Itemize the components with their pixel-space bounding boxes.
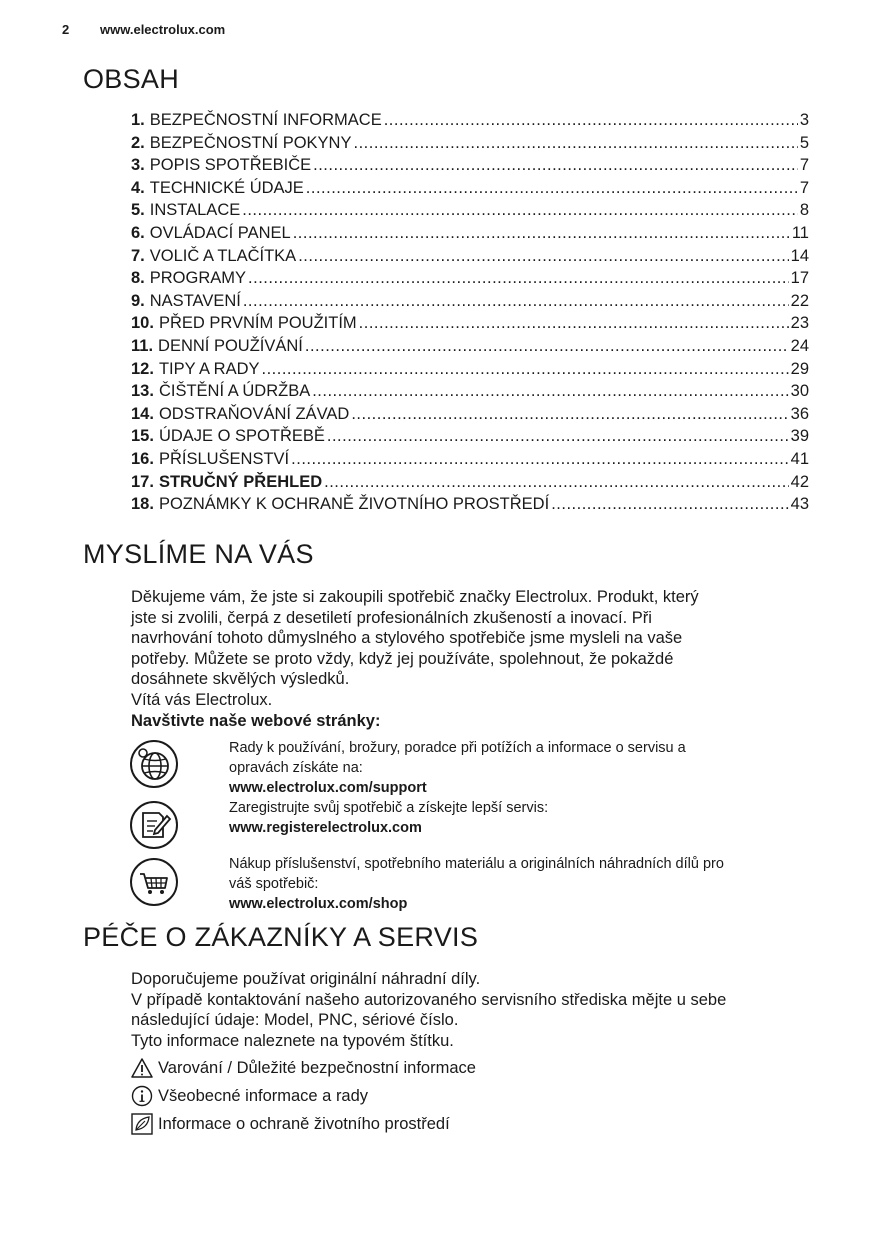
toc-entry-page: 17 (790, 269, 809, 288)
header-site-url[interactable]: www.electrolux.com (100, 22, 226, 37)
toc-leader-dots (353, 134, 797, 153)
shop-text-line: váš spotřebič: (229, 876, 319, 892)
toc-entry-number: 8. (131, 269, 145, 288)
toc-entry-page: 11 (791, 223, 809, 242)
toc-entry-number: 2. (131, 133, 145, 152)
customer-care-text (131, 969, 821, 1135)
toc-entry[interactable] (131, 224, 809, 247)
customer-care-title: PÉČE O ZÁKAZNÍKY A SERVIS (83, 922, 479, 952)
pencil-document-icon (129, 800, 179, 850)
intro-line: jste si zvolili, čerpá z desetiletí profesionálních zkušeností a inovací. Při (131, 608, 652, 627)
toc-entry-title: TIPY A RADY (158, 359, 260, 378)
toc-entry[interactable] (131, 337, 809, 360)
legend-info (131, 1085, 821, 1107)
toc-leader-dots (359, 314, 789, 333)
toc-leader-dots (242, 201, 798, 220)
info-icon (131, 1085, 153, 1107)
intro-line: navrhování tohoto důmyslného a stylového spotřebiče jsme mysleli na vaše (131, 629, 683, 648)
toc-entry-number: 15. (131, 427, 154, 446)
toc-entry-number: 12. (131, 359, 154, 378)
support-text-line: Rady k používání, brožury, poradce při potížích a informace o servisu a (229, 740, 686, 756)
toc-leader-dots (384, 111, 798, 130)
table-of-contents (131, 111, 809, 518)
toc-entry-title: VOLIČ A TLAČÍTKA (149, 246, 297, 265)
legend-environment-text: Informace o ochraně životního prostředí (158, 1115, 450, 1134)
legend-info-text: Všeobecné informace a rady (158, 1087, 369, 1106)
leaf-icon (131, 1113, 153, 1135)
toc-entry[interactable] (131, 473, 809, 496)
support-info (229, 738, 819, 798)
toc-entry[interactable] (131, 314, 809, 337)
toc-entry-page: 23 (790, 314, 809, 333)
toc-leader-dots (243, 292, 789, 311)
toc-entry-page: 43 (790, 495, 809, 514)
toc-entry-number: 6. (131, 223, 145, 242)
toc-entry[interactable] (131, 382, 809, 405)
legend-environment (131, 1113, 821, 1135)
toc-entry-title: NASTAVENÍ (149, 291, 241, 310)
page-header (62, 22, 225, 37)
toc-entry[interactable] (131, 269, 809, 292)
toc-entry-title: ÚDAJE O SPOTŘEBĚ (158, 427, 325, 446)
toc-entry-number: 13. (131, 382, 154, 401)
toc-entry-page: 39 (790, 427, 809, 446)
toc-entry-page: 41 (790, 449, 809, 468)
toc-entry-number: 5. (131, 201, 145, 220)
legend-warning (131, 1057, 821, 1079)
toc-entry-number: 1. (131, 111, 145, 129)
toc-leader-dots (262, 360, 789, 379)
toc-entry-title: STRUČNÝ PŘEHLED (158, 472, 323, 491)
toc-entry[interactable] (131, 405, 809, 428)
toc-entry[interactable] (131, 360, 809, 383)
intro-line: dosáhnete skvělých výsledků. (131, 670, 350, 689)
visit-website-label: Navštivte naše webové stránky: (131, 711, 381, 730)
toc-entry-number: 17. (131, 472, 154, 491)
toc-leader-dots (293, 224, 790, 243)
toc-entry[interactable] (131, 156, 809, 179)
shop-link[interactable]: www.electrolux.com/shop (229, 896, 408, 912)
toc-entry-page: 14 (790, 246, 809, 265)
toc-entry-number: 7. (131, 246, 145, 265)
care-line: Doporučujeme používat originální náhradní díly. (131, 970, 481, 988)
toc-entry-title: BEZPEČNOSTNÍ POKYNY (149, 133, 352, 152)
toc-entry-number: 16. (131, 449, 154, 468)
toc-entry[interactable] (131, 111, 809, 134)
globe-icon (129, 739, 179, 789)
toc-entry-page: 8 (799, 201, 809, 220)
toc-entry-page: 30 (790, 382, 809, 401)
toc-entry-title: INSTALACE (149, 201, 241, 220)
warning-icon (131, 1057, 153, 1079)
care-line: následující údaje: Model, PNC, sériové číslo. (131, 1011, 459, 1030)
toc-entry[interactable] (131, 450, 809, 473)
toc-entry-number: 18. (131, 495, 154, 514)
toc-entry-number: 11. (131, 336, 154, 355)
toc-entry-number: 9. (131, 291, 145, 310)
page-number: 2 (62, 22, 70, 37)
toc-entry[interactable] (131, 292, 809, 315)
toc-entry-title: TECHNICKÉ ÚDAJE (149, 178, 304, 197)
toc-entry-page: 29 (790, 359, 809, 378)
toc-entry-title: POPIS SPOTŘEBIČE (149, 156, 312, 175)
toc-entry-page: 3 (799, 111, 809, 129)
legend-warning-text: Varování / Důležité bezpečnostní informace (158, 1059, 476, 1078)
toc-leader-dots (351, 405, 788, 424)
support-link[interactable]: www.electrolux.com/support (229, 780, 427, 796)
toc-leader-dots (312, 382, 788, 401)
toc-entry-title: ČIŠTĚNÍ A ÚDRŽBA (158, 382, 311, 401)
support-text-line: opravách získáte na: (229, 760, 363, 776)
toc-title: OBSAH (83, 64, 180, 94)
toc-entry[interactable] (131, 427, 809, 450)
register-link[interactable]: www.registerelectrolux.com (229, 820, 422, 836)
toc-entry-page: 22 (790, 291, 809, 310)
toc-entry-page: 42 (790, 472, 809, 491)
toc-entry-number: 14. (131, 404, 154, 423)
toc-entry-page: 5 (799, 133, 809, 152)
toc-entry[interactable] (131, 201, 809, 224)
care-line: Tyto informace naleznete na typovém štítku. (131, 1031, 454, 1050)
toc-entry-title: PŘED PRVNÍM POUŽITÍM (158, 314, 357, 333)
care-line: V případě kontaktování našeho autorizovaného servisního střediska mějte u sebe (131, 990, 727, 1009)
toc-leader-dots (248, 269, 789, 288)
toc-entry[interactable] (131, 247, 809, 270)
toc-entry-page: 7 (799, 178, 809, 197)
toc-entry-page: 24 (790, 336, 809, 355)
toc-leader-dots (291, 450, 788, 469)
toc-entry-page: 7 (799, 156, 809, 175)
intro-line: Děkujeme vám, že jste si zakoupili spotřebič značky Electrolux. Produkt, který (131, 588, 699, 606)
toc-entry[interactable] (131, 134, 809, 157)
toc-entry-title: PŘÍSLUŠENSTVÍ (158, 449, 290, 468)
intro-line: Vítá vás Electrolux. (131, 690, 273, 709)
toc-leader-dots (306, 179, 798, 198)
toc-leader-dots (305, 337, 789, 356)
toc-leader-dots (313, 156, 798, 175)
toc-entry-number: 4. (131, 178, 145, 197)
toc-leader-dots (298, 247, 788, 266)
shop-info (229, 854, 819, 914)
toc-entry-number: 3. (131, 156, 145, 175)
intro-line: potřeby. Můžete se proto vždy, když jej používáte, spolehnout, že pokaždé (131, 649, 674, 668)
toc-entry-page: 36 (790, 404, 809, 423)
toc-entry-number: 10. (131, 314, 154, 333)
toc-entry-title: ODSTRAŇOVÁNÍ ZÁVAD (158, 404, 350, 423)
register-text: Zaregistrujte svůj spotřebič a získejte lepší servis: (229, 800, 549, 816)
register-info (229, 798, 819, 838)
shopping-cart-icon (129, 857, 179, 907)
intro-text (131, 587, 811, 731)
toc-leader-dots (324, 473, 789, 492)
toc-entry-title: BEZPEČNOSTNÍ INFORMACE (149, 111, 382, 129)
thinking-of-you-title: MYSLÍME NA VÁS (83, 539, 314, 569)
toc-entry-title: DENNÍ POUŽÍVÁNÍ (158, 336, 303, 355)
toc-entry[interactable] (131, 179, 809, 202)
toc-entry[interactable] (131, 495, 809, 518)
toc-entry-title: OVLÁDACÍ PANEL (149, 223, 291, 242)
toc-entry-title: PROGRAMY (149, 269, 247, 288)
toc-leader-dots (327, 427, 789, 446)
shop-text-line: Nákup příslušenství, spotřebního materiálu a originálních náhradních dílů pro (229, 856, 724, 872)
toc-entry-title: POZNÁMKY K OCHRANĚ ŽIVOTNÍHO PROSTŘEDÍ (158, 495, 550, 514)
toc-leader-dots (551, 495, 788, 514)
